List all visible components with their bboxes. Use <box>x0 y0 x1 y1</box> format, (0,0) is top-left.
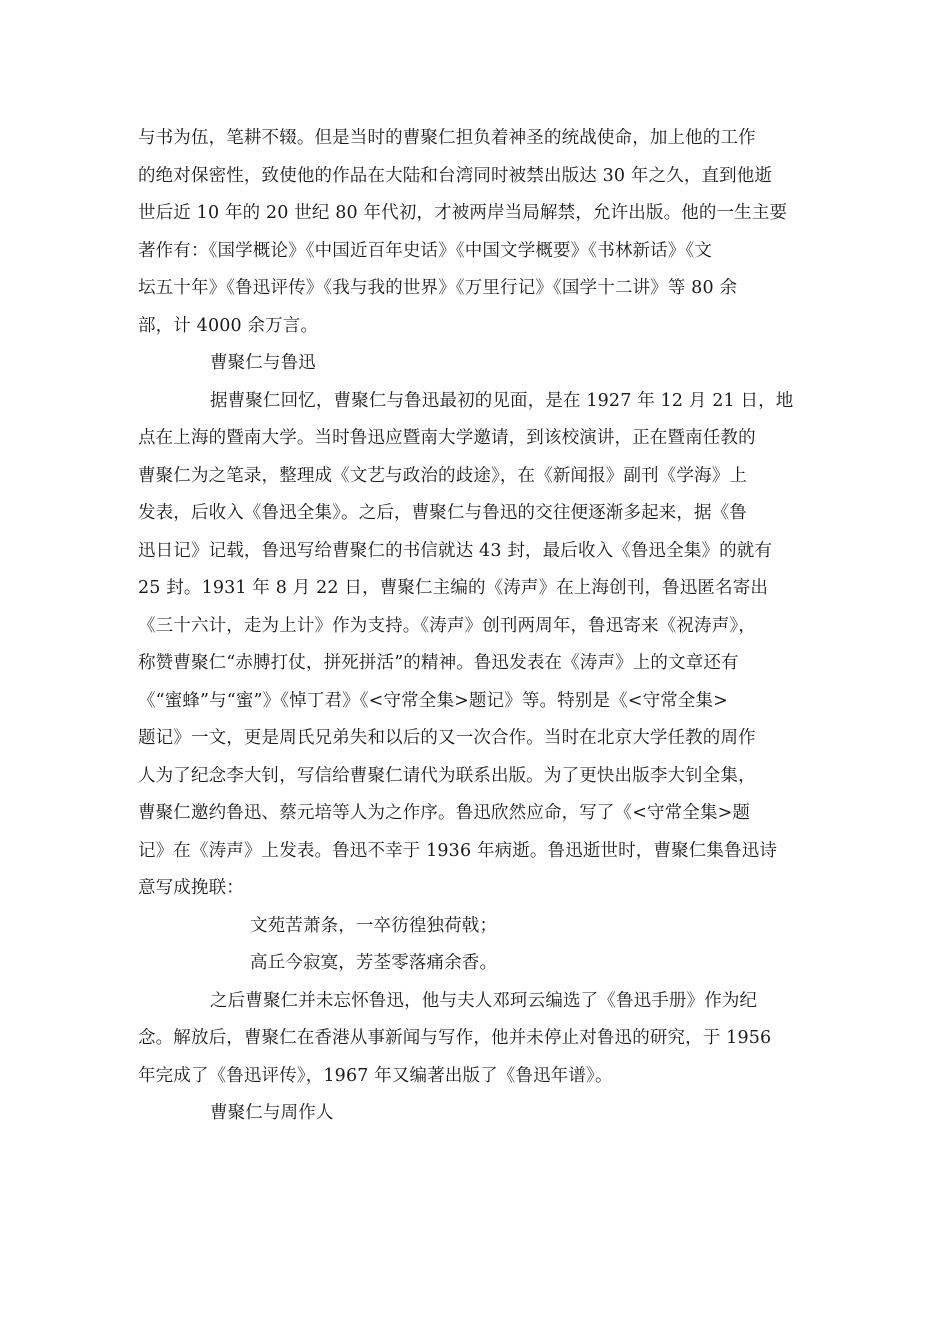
text-line: 坛五十年》《鲁迅评传》《我与我的世界》《万里行记》《国学十二讲》等 80 余 <box>138 278 738 298</box>
text-line: 称赞曹聚仁“赤膊打仗，拼死拼活”的精神。鲁迅发表在《涛声》上的文章还有 <box>138 653 739 673</box>
text-line: 迅日记》记载，鲁迅写给曹聚仁的书信就达 43 封，最后收入《鲁迅全集》的就有 <box>138 540 773 561</box>
text-line: 世后近 10 年的 20 世纪 80 年代初，才被两岸当局解禁，允许出版。他的一生主要 <box>138 203 788 223</box>
text-line: 部，计 4000 余万言。 <box>138 315 319 336</box>
text-line: 年完成了《鲁迅评传》，1967 年又编著出版了《鲁迅年谱》。 <box>138 1065 613 1086</box>
text-line: 《“蜜蜂”与“蜜”》《悼丁君》《<守常全集>题记》等。特别是《<守常全集> <box>138 690 728 711</box>
text-line: 发表，后收入《鲁迅全集》。之后，曹聚仁与鲁迅的交往便逐渐多起来，据《鲁 <box>138 503 747 523</box>
text-line: 记》在《涛声》上发表。鲁迅不幸于 1936 年病逝。鲁迅逝世时，曹聚仁集鲁迅诗 <box>138 840 778 861</box>
document-body <box>138 120 818 1133</box>
text-line: 著作有：《国学概论》《中国近百年史话》《中国文学概要》《书林新话》《文 <box>138 240 712 261</box>
section-heading-zhou-zuoren: 曹聚仁与周作人 <box>210 1103 334 1123</box>
text-line: 据曹聚仁回忆，曹聚仁与鲁迅最初的见面，是在 1927 年 12 月 21 日，地 <box>210 390 794 411</box>
text-line: 意写成挽联： <box>138 878 244 898</box>
text-line: 点在上海的暨南大学。当时鲁迅应暨南大学邀请，到该校演讲，正在暨南任教的 <box>138 428 756 448</box>
section-heading-lu-xun: 曹聚仁与鲁迅 <box>210 353 316 373</box>
text-line: 题记》一文，更是周氏兄弟失和以后的又一次合作。当时在北京大学任教的周作 <box>138 728 756 748</box>
text-line: 与书为伍，笔耕不辍。但是当时的曹聚仁担负着神圣的统战使命，加上他的工作 <box>138 128 756 148</box>
text-line: 人为了纪念李大钊，写信给曹聚仁请代为联系出版。为了更快出版李大钊全集， <box>138 765 756 786</box>
text-line: 念。解放后，曹聚仁在香港从事新闻与写作，他并未停止对鲁迅的研究，于 1956 <box>138 1028 772 1048</box>
text-line: 的绝对保密性，致使他的作品在大陆和台湾同时被禁出版达 30 年之久，直到他逝 <box>138 165 773 186</box>
text-line: 曹聚仁为之笔录，整理成《文艺与政治的歧途》，在《新闻报》副刊《学海》上 <box>138 465 747 486</box>
text-line: 之后曹聚仁并未忘怀鲁迅，他与夫人邓珂云编选了《鲁迅手册》作为纪 <box>210 990 758 1011</box>
couplet-line: 文苑苦萧条，一卒彷徨独荷戟； <box>250 915 498 936</box>
text-line: 25 封。1931 年 8 月 22 日，曹聚仁主编的《涛声》在上海创刊，鲁迅匿名寄出 <box>138 578 769 598</box>
text-line: 《三十六计，走为上计》作为支持。《涛声》创刊两周年，鲁迅寄来《祝涛声》， <box>138 615 756 636</box>
couplet-line: 高丘今寂寞，芳荃零落痛余香。 <box>250 953 498 973</box>
text-line: 曹聚仁邀约鲁迅、蔡元培等人为之作序。鲁迅欣然应命，写了《<守常全集>题 <box>138 803 751 823</box>
